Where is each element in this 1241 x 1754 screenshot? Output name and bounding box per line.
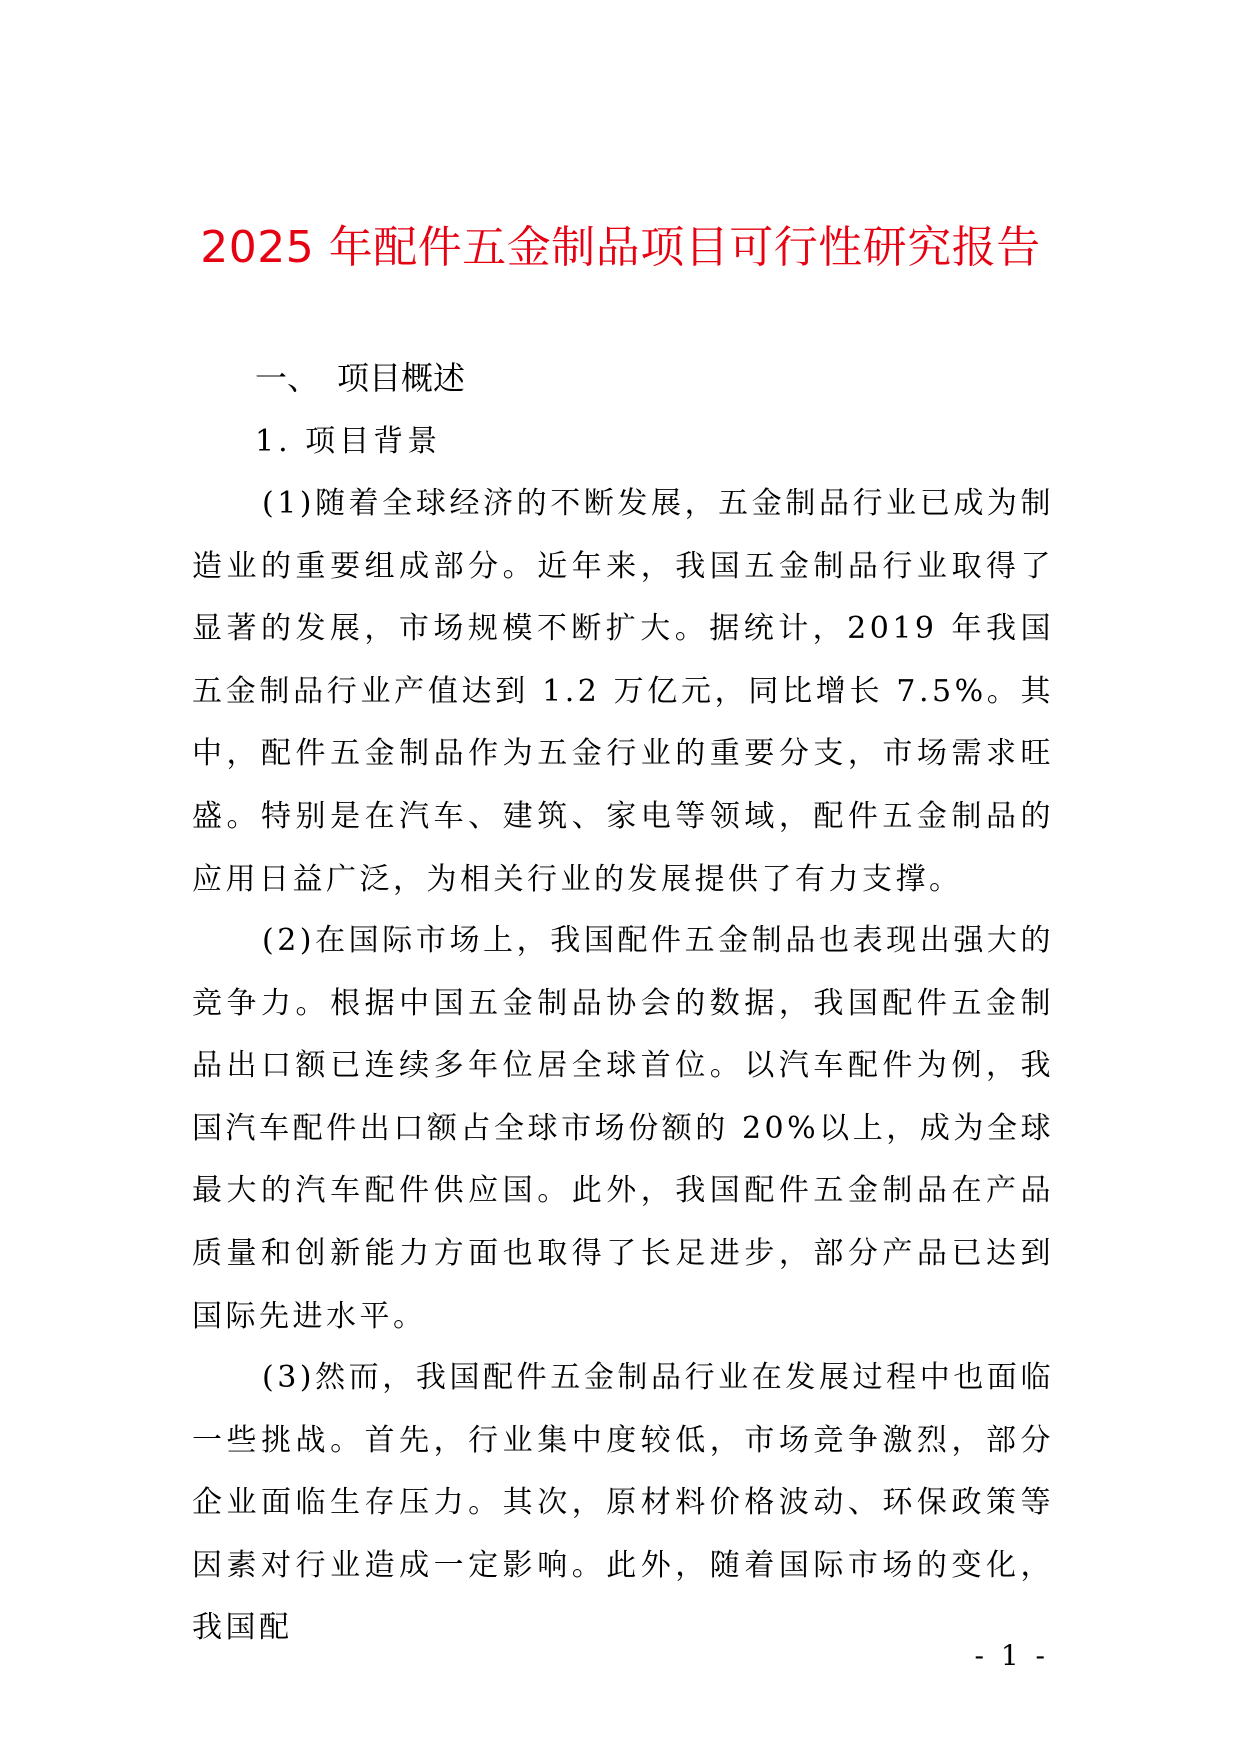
paragraph-2: (2)在国际市场上，我国配件五金制品也表现出强大的竞争力。根据中国五金制品协会的数据，我国配件五金制品出口额已连续多年位居全球首位。以汽车配件为例，我国汽车配件出口额占全球市场份额的 20%以上，成为全球最大的汽车配件供应国。此外，我国配件五金制品在产品质量和创新能力方面也取得了长足进步，部分产品已达到国际先进水平。: [192, 923, 1054, 1334]
paragraph-3: (3)然而，我国配件五金制品行业在发展过程中也面临一些挑战。首先，行业集中度较低，市场竞争激烈，部分企业面临生存压力。其次，原材料价格波动、环保政策等因素对行业造成一定影响。此外，随着国际市场的变化，我国配: [192, 1360, 1054, 1646]
section-heading: [255, 354, 465, 402]
page-number: - 1 -: [974, 1639, 1049, 1672]
section-number: 一、: [255, 359, 320, 397]
section-title: 项目概述: [337, 359, 466, 397]
document-title: 2025 年配件五金制品项目可行性研究报告: [200, 222, 1041, 273]
subsection-heading: 1. 项目背景: [255, 424, 442, 459]
paragraph-1: (1)随着全球经济的不断发展，五金制品行业已成为制造业的重要组成部分。近年来，我国五金制品行业取得了显著的发展，市场规模不断扩大。据统计，2019 年我国五金制品行业产值达到 1.2 万亿元，同比增长 7.5%。其中，配件五金制品作为五金行业的重要分支，市场需求旺盛。特别是在汽车、建筑、家电等领域，配件五金制品的应用日益广泛，为相关行业的发展提供了有力支撑。: [192, 486, 1054, 897]
